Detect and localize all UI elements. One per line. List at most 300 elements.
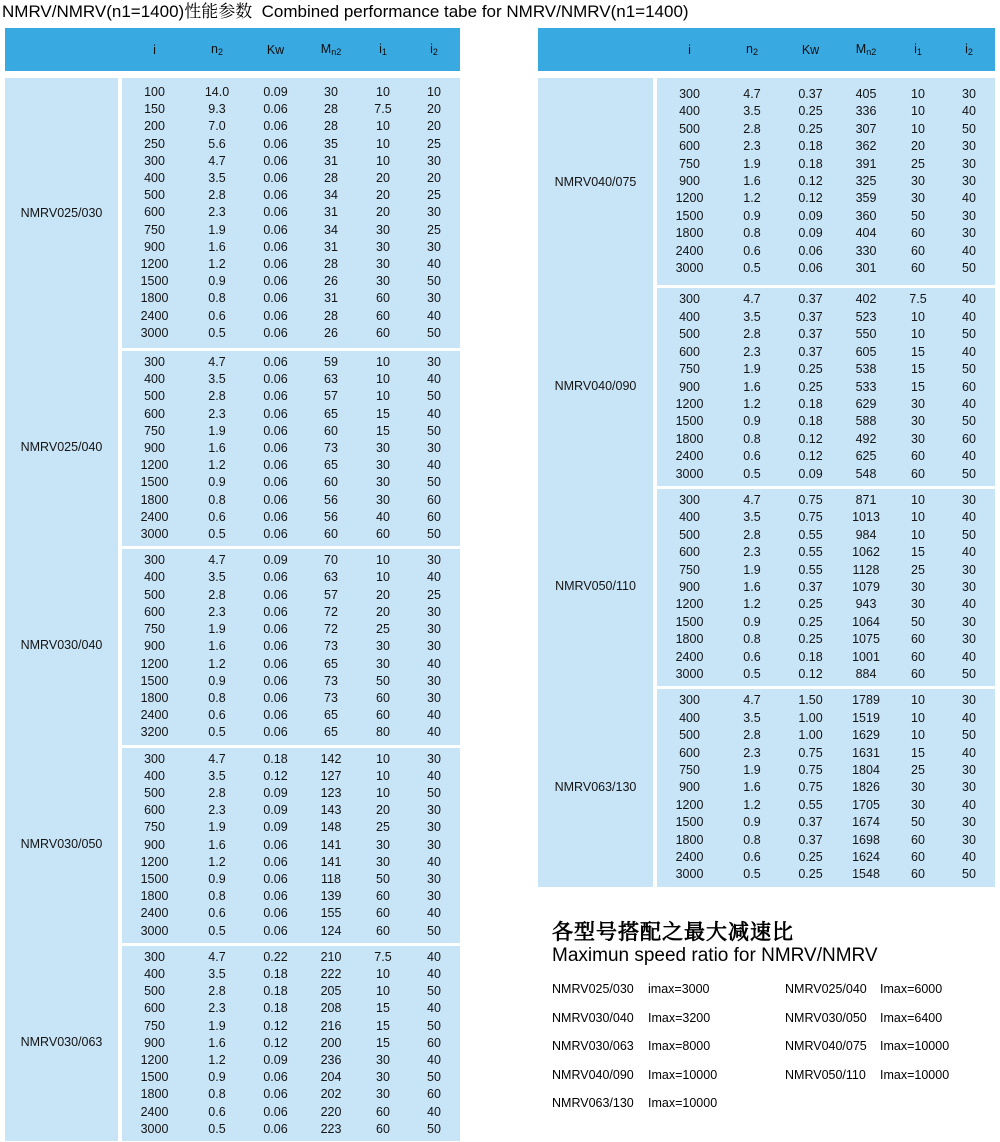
cell-mn2: 141: [320, 854, 342, 869]
cell-i: 1200: [675, 797, 704, 812]
cell-i1: 15: [376, 1018, 390, 1033]
cell-i1: 30: [376, 1070, 390, 1085]
column-header-base: Kw: [266, 42, 285, 57]
cell-n2: 1.9: [743, 362, 761, 377]
column-header-subscript: 2: [967, 47, 973, 57]
cell-i1: 15: [376, 1035, 390, 1050]
cell-i1: 60: [376, 1104, 390, 1119]
cell-i1: 60: [376, 308, 390, 323]
cell-i2: 30: [427, 820, 441, 835]
cell-mn2: 336: [855, 104, 877, 119]
cell-i2: 40: [427, 406, 441, 421]
table-row: [122, 239, 460, 256]
column-header-base: i: [914, 42, 917, 56]
cell-i: 100: [144, 85, 165, 99]
cell-kw: 0.06: [263, 906, 288, 921]
column-header-i2: [943, 42, 995, 57]
cell-kw: 0.06: [263, 690, 288, 705]
cell-i: 1800: [140, 492, 169, 507]
cell-kw: 0.06: [263, 1121, 288, 1136]
cell-i1: 30: [911, 174, 925, 189]
cell-mn2: 73: [324, 673, 338, 688]
cell-mn2: 871: [855, 492, 877, 507]
cell-mn2: 30: [324, 85, 338, 99]
cell-i2: 40: [962, 344, 976, 359]
cell-kw: 1.50: [798, 693, 823, 708]
cell-mn2: 35: [324, 136, 338, 151]
cell-i1: 30: [376, 239, 390, 254]
cell-i: 300: [679, 87, 700, 101]
cell-kw: 0.06: [263, 136, 288, 151]
cell-n2: 9.3: [208, 102, 226, 117]
cell-kw: 0.06: [263, 587, 288, 602]
cell-kw: 0.12: [263, 1035, 288, 1050]
cell-i1: 15: [376, 1001, 390, 1016]
cell-n2: 2.3: [208, 205, 226, 220]
cell-mn2: 216: [320, 1018, 342, 1033]
cell-mn2: 65: [324, 656, 338, 671]
cell-i2: 50: [427, 984, 441, 999]
cell-i2: 30: [427, 239, 441, 254]
table-row: [657, 208, 995, 225]
cell-i2: 40: [427, 1104, 441, 1119]
model-label: NMRV025/030: [5, 78, 118, 348]
table-row: [122, 604, 460, 621]
cell-kw: 0.06: [263, 372, 288, 387]
cell-i1: 10: [376, 355, 390, 370]
cell-kw: 0.06: [263, 1087, 288, 1102]
cell-i2: 50: [427, 325, 441, 340]
cell-n2: 1.6: [208, 1035, 226, 1050]
cell-mn2: 605: [855, 344, 877, 359]
cell-kw: 1.00: [798, 710, 823, 725]
cell-i: 1500: [140, 1070, 169, 1085]
table-row: [122, 1018, 460, 1035]
cell-i: 2400: [140, 906, 169, 921]
cell-i2: 50: [427, 475, 441, 490]
cell-mn2: 360: [855, 208, 877, 223]
cell-kw: 0.06: [263, 291, 288, 306]
column-header-base: i: [153, 42, 156, 57]
max-ratio-title-en: Maximun speed ratio for NMRV/NMRV: [552, 945, 878, 966]
table-row: [657, 814, 995, 831]
max-ratio-value: Imax=3200: [648, 1010, 711, 1025]
cell-n2: 0.5: [743, 466, 761, 481]
cell-i1: 25: [376, 622, 390, 637]
cell-i: 750: [679, 763, 700, 778]
cell-i: 1800: [675, 226, 704, 241]
column-header-kw: [247, 43, 304, 57]
cell-i2: 20: [427, 171, 441, 186]
column-header-subscript: 2: [432, 47, 438, 57]
cell-n2: 2.8: [743, 327, 761, 342]
cell-i1: 10: [376, 984, 390, 999]
model-group-nmrv025-030: [5, 78, 460, 348]
cell-i2: 30: [962, 614, 976, 629]
cell-i: 500: [144, 785, 165, 800]
cell-n2: 0.9: [208, 1070, 226, 1085]
table-row: [122, 388, 460, 405]
cell-i: 1500: [675, 815, 704, 830]
cell-mn2: 65: [324, 458, 338, 473]
cell-i: 500: [679, 527, 700, 542]
cell-i2: 40: [427, 966, 441, 981]
table-row: [122, 187, 460, 204]
cell-kw: 0.06: [263, 441, 288, 456]
cell-i2: 50: [962, 667, 976, 681]
cell-i1: 10: [376, 389, 390, 404]
table-header-right: [538, 28, 995, 71]
table-row: [657, 190, 995, 207]
cell-i2: 40: [427, 949, 441, 964]
column-header-subscript: 1: [916, 47, 922, 57]
cell-n2: 1.2: [743, 191, 761, 206]
table-row: [657, 562, 995, 579]
cell-n2: 2.3: [208, 406, 226, 421]
cell-kw: 0.06: [798, 243, 823, 258]
cell-i1: 25: [376, 820, 390, 835]
cell-n2: 1.2: [743, 797, 761, 812]
cell-i2: 30: [427, 639, 441, 654]
column-header-base: i: [379, 42, 382, 56]
cell-n2: 0.8: [208, 1087, 226, 1102]
cell-n2: 0.8: [743, 226, 761, 241]
table-row: [122, 371, 460, 388]
cell-n2: 1.9: [208, 222, 226, 237]
cell-n2: 0.9: [208, 475, 226, 490]
cell-kw: 0.18: [263, 1001, 288, 1016]
cell-mn2: 26: [324, 274, 338, 289]
cell-i2: 40: [962, 649, 976, 664]
cell-i: 750: [144, 423, 165, 438]
cell-i1: 30: [376, 458, 390, 473]
cell-kw: 0.06: [263, 102, 288, 117]
cell-n2: 0.9: [743, 414, 761, 429]
cell-i2: 30: [962, 832, 976, 847]
cell-i1: 10: [376, 136, 390, 151]
max-ratio-model: NMRV030/050: [785, 1010, 867, 1025]
model-label: NMRV030/050: [5, 745, 118, 943]
table-row: [657, 544, 995, 561]
cell-mn2: 538: [855, 362, 877, 377]
cell-n2: 1.9: [743, 763, 761, 778]
cell-i1: 10: [376, 785, 390, 800]
cell-mn2: 31: [324, 291, 338, 306]
table-row: [122, 1104, 460, 1121]
cell-kw: 0.22: [263, 949, 288, 964]
cell-i2: 30: [427, 441, 441, 456]
cell-i: 2400: [140, 509, 169, 524]
cell-i2: 30: [962, 632, 976, 647]
cell-mn2: 60: [324, 423, 338, 438]
cell-i: 600: [144, 406, 165, 421]
table-row: [122, 118, 460, 135]
cell-i2: 25: [427, 222, 441, 237]
model-group-data: [122, 78, 460, 348]
cell-i: 500: [144, 587, 165, 602]
cell-mn2: 362: [855, 139, 877, 154]
column-header-mn2: [839, 42, 893, 57]
table-row: [657, 138, 995, 155]
cell-kw: 0.25: [798, 379, 823, 394]
column-header-base: n: [746, 42, 753, 56]
table-row: [122, 569, 460, 586]
table-row: [657, 344, 995, 361]
cell-i2: 30: [427, 291, 441, 306]
model-group-nmrv030-063: [5, 943, 460, 1141]
cell-mn2: 204: [320, 1070, 342, 1085]
cell-kw: 0.18: [263, 984, 288, 999]
cell-mn2: 202: [320, 1087, 342, 1102]
cell-mn2: 65: [324, 406, 338, 421]
cell-n2: 0.8: [208, 492, 226, 507]
cell-i1: 10: [376, 372, 390, 387]
cell-n2: 0.5: [208, 1121, 226, 1136]
cell-n2: 3.5: [208, 570, 226, 585]
cell-kw: 0.06: [263, 570, 288, 585]
cell-i2: 50: [427, 1121, 441, 1136]
cell-mn2: 301: [855, 261, 877, 276]
cell-n2: 3.5: [208, 768, 226, 783]
table-row: [657, 596, 995, 613]
cell-i: 300: [679, 292, 700, 307]
cell-mn2: 1624: [852, 850, 880, 865]
cell-i2: 40: [962, 710, 976, 725]
cell-kw: 0.18: [798, 156, 823, 171]
cell-n2: 0.9: [208, 274, 226, 289]
cell-i: 1500: [140, 274, 169, 289]
cell-i2: 40: [427, 708, 441, 723]
cell-i2: 60: [427, 509, 441, 524]
column-header-base: i: [965, 42, 968, 56]
cell-n2: 0.6: [208, 1104, 226, 1119]
cell-i2: 50: [962, 867, 976, 882]
cell-kw: 0.12: [798, 174, 823, 189]
table-row: [122, 949, 460, 966]
cell-mn2: 1705: [852, 797, 880, 812]
table-row: [122, 1035, 460, 1052]
cell-mn2: 1001: [852, 649, 880, 664]
cell-kw: 0.18: [263, 751, 288, 766]
cell-i: 750: [679, 362, 700, 377]
cell-i1: 10: [911, 728, 925, 743]
cell-i2: 30: [962, 208, 976, 223]
cell-mn2: 533: [855, 379, 877, 394]
cell-mn2: 60: [324, 475, 338, 490]
cell-mn2: 118: [321, 871, 341, 886]
column-header-i2: [408, 42, 460, 57]
cell-n2: 0.6: [743, 850, 761, 865]
max-ratio-value: Imax=10000: [648, 1067, 718, 1082]
table-row: [657, 866, 995, 883]
cell-n2: 1.9: [743, 156, 761, 171]
cell-i2: 50: [427, 274, 441, 289]
cell-kw: 0.06: [263, 308, 288, 323]
column-header-i1: [358, 42, 408, 57]
table-row: [122, 785, 460, 802]
model-group-nmrv040-090: [538, 285, 995, 485]
cell-n2: 2.3: [208, 604, 226, 619]
table-row: [657, 614, 995, 631]
cell-i2: 30: [962, 579, 976, 594]
cell-i2: 50: [962, 327, 976, 342]
cell-i2: 50: [962, 728, 976, 743]
cell-kw: 0.25: [798, 632, 823, 647]
column-header-base: M: [855, 42, 867, 56]
cell-i: 600: [679, 344, 700, 359]
model-group-nmrv063-130: [538, 686, 995, 886]
cell-kw: 0.06: [263, 423, 288, 438]
max-ratio-model: NMRV030/063: [552, 1039, 634, 1053]
cell-i: 2400: [675, 243, 704, 258]
cell-n2: 3.5: [743, 309, 761, 324]
cell-i1: 25: [911, 156, 925, 171]
cell-i: 1200: [675, 191, 704, 206]
model-group-data: [657, 686, 995, 886]
cell-i: 400: [679, 510, 700, 525]
cell-i1: 60: [911, 466, 925, 481]
cell-i: 1500: [140, 475, 169, 490]
cell-kw: 0.06: [263, 639, 288, 654]
cell-kw: 0.06: [263, 205, 288, 220]
cell-i2: 60: [962, 431, 976, 446]
cell-kw: 0.37: [798, 309, 823, 324]
cell-kw: 1.00: [798, 728, 823, 743]
column-header-subscript: 2: [752, 47, 758, 57]
cell-i1: 10: [376, 153, 390, 168]
cell-n2: 2.3: [208, 1001, 226, 1016]
cell-kw: 0.06: [263, 222, 288, 237]
cell-i1: 30: [911, 191, 925, 206]
cell-i: 1200: [675, 396, 704, 411]
cell-mn2: 56: [324, 492, 338, 507]
table-row: [122, 552, 460, 569]
table-row: [122, 492, 460, 509]
table-row: [657, 396, 995, 413]
cell-i1: 30: [376, 639, 390, 654]
cell-i1: 15: [911, 344, 925, 359]
cell-i2: 40: [962, 292, 976, 307]
table-row: [122, 153, 460, 170]
cell-mn2: 63: [324, 570, 338, 585]
cell-i: 900: [679, 579, 700, 594]
cell-mn2: 28: [324, 257, 338, 272]
cell-kw: 0.06: [263, 527, 288, 542]
table-row: [122, 1069, 460, 1086]
table-row: [657, 326, 995, 343]
cell-kw: 0.06: [263, 708, 288, 723]
cell-i1: 50: [376, 871, 390, 886]
cell-i2: 40: [427, 458, 441, 473]
cell-n2: 0.8: [208, 889, 226, 904]
table-row: [657, 243, 995, 260]
cell-i: 900: [144, 837, 165, 852]
cell-i: 750: [144, 622, 165, 637]
cell-i2: 40: [427, 308, 441, 323]
cell-kw: 0.06: [263, 725, 288, 740]
table-row: [122, 802, 460, 819]
cell-n2: 0.5: [743, 667, 761, 681]
table-row: [122, 966, 460, 983]
table-row: [122, 406, 460, 423]
cell-n2: 1.2: [208, 1052, 226, 1067]
cell-n2: 1.2: [208, 458, 226, 473]
cell-mn2: 208: [320, 1001, 342, 1016]
cell-i1: 7.5: [909, 292, 927, 307]
cell-i1: 20: [911, 139, 925, 154]
max-ratio-section: [552, 921, 998, 1110]
cell-kw: 0.06: [263, 119, 288, 134]
cell-i2: 40: [427, 768, 441, 783]
cell-kw: 0.12: [798, 431, 823, 446]
cell-i: 400: [679, 104, 700, 119]
cell-i1: 20: [376, 803, 390, 818]
cell-i1: 20: [376, 587, 390, 602]
cell-mn2: 492: [855, 431, 877, 446]
cell-i: 500: [679, 121, 700, 136]
table-row: [657, 492, 995, 509]
cell-i1: 20: [376, 171, 390, 186]
cell-i1: 30: [376, 222, 390, 237]
cell-kw: 0.09: [798, 466, 823, 481]
cell-i1: 10: [911, 104, 925, 119]
cell-i: 1200: [140, 257, 169, 272]
cell-i2: 30: [427, 205, 441, 220]
table-row: [657, 779, 995, 796]
cell-n2: 5.6: [208, 136, 226, 151]
table-row: [122, 101, 460, 118]
table-row: [657, 103, 995, 120]
table-row: [657, 832, 995, 849]
cell-kw: 0.12: [798, 449, 823, 464]
column-header-i: [122, 43, 187, 57]
cell-i2: 50: [962, 121, 976, 136]
cell-i1: 60: [376, 291, 390, 306]
table-row: [657, 431, 995, 448]
cell-n2: 0.6: [208, 906, 226, 921]
cell-mn2: 330: [855, 243, 877, 258]
cell-i: 2400: [675, 850, 704, 865]
cell-i2: 40: [962, 191, 976, 206]
cell-kw: 0.06: [263, 274, 288, 289]
table-row: [122, 923, 460, 940]
cell-i: 500: [144, 389, 165, 404]
table-row: [122, 457, 460, 474]
cell-i: 600: [679, 139, 700, 154]
table-row: [122, 170, 460, 187]
cell-i1: 60: [376, 1121, 390, 1136]
cell-i2: 40: [427, 1001, 441, 1016]
cell-i1: 30: [376, 656, 390, 671]
cell-i: 900: [144, 1035, 165, 1050]
performance-table-left: [5, 28, 460, 1141]
cell-kw: 0.37: [798, 579, 823, 594]
cell-i2: 40: [427, 906, 441, 921]
cell-i1: 7.5: [374, 949, 392, 964]
cell-mn2: 588: [855, 414, 877, 429]
table-row: [657, 579, 995, 596]
table-row: [657, 225, 995, 242]
table-row: [657, 291, 995, 308]
table-row: [122, 1000, 460, 1017]
cell-i2: 40: [427, 372, 441, 387]
cell-kw: 0.55: [798, 545, 823, 560]
column-header-subscript: n2: [866, 47, 877, 57]
cell-mn2: 148: [320, 820, 342, 835]
cell-i: 1200: [140, 854, 169, 869]
cell-mn2: 210: [320, 949, 342, 964]
table-row: [122, 222, 460, 239]
